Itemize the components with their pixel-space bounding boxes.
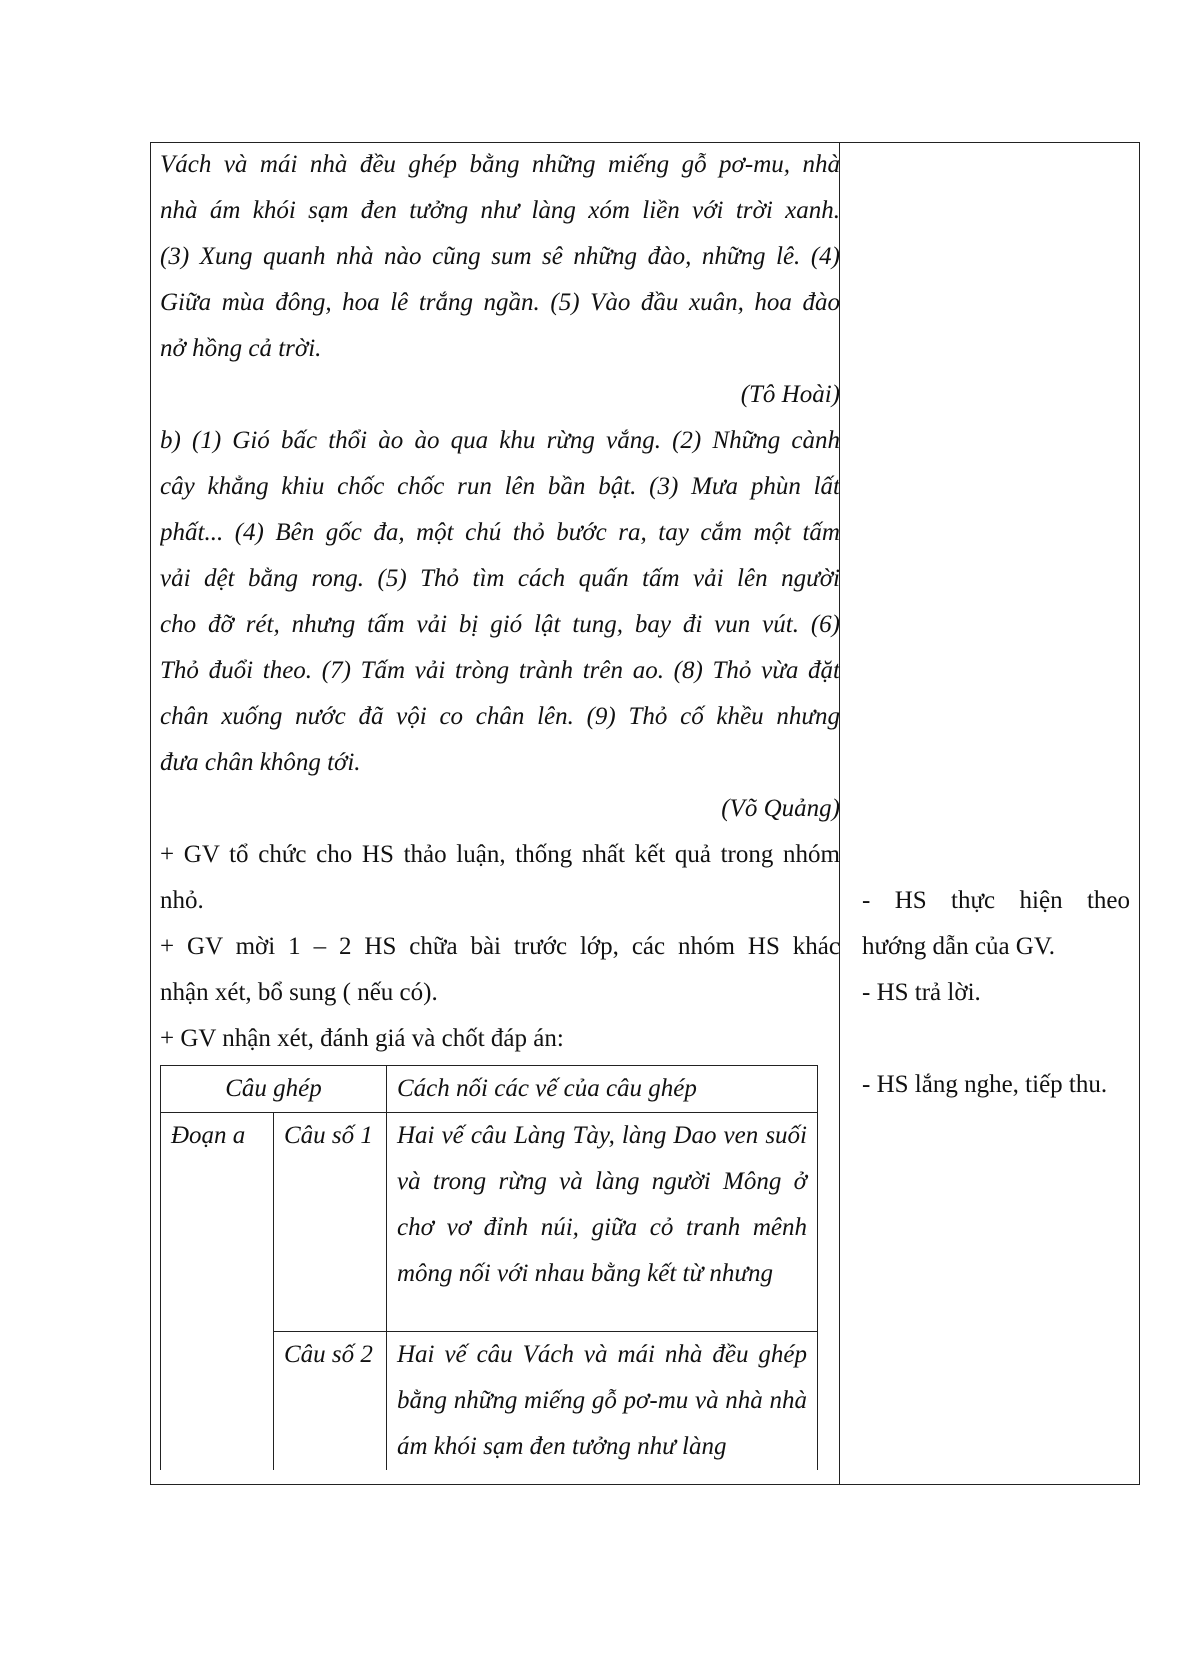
- passage-line: b) (1) Gió bấc thổi ào ào qua khu rừng vắng. (2) Những cành: [160, 427, 840, 454]
- student-response-line: - HS thực hiện theo: [862, 887, 1130, 914]
- teacher-step-line: nhỏ.: [160, 887, 204, 914]
- passage-line: nhà ám khói sạm đen tưởng như làng xóm liền với trời xanh.: [160, 197, 840, 224]
- teacher-step-line: + GV mời 1 – 2 HS chữa bài trước lớp, các nhóm HS khác: [160, 933, 840, 960]
- answer-table: [160, 1065, 818, 1470]
- row-label: Câu số 1: [274, 1113, 387, 1332]
- passage-line: Giữa mùa đông, hoa lê trắng ngần. (5) Vào đầu xuân, hoa đào: [160, 289, 840, 316]
- student-response-line: hướng dẫn của GV.: [862, 933, 1055, 960]
- passage-line: Thỏ đuổi theo. (7) Tấm vải tròng trành trên ao. (8) Thỏ vừa đặt: [160, 657, 840, 684]
- passage-a: [160, 142, 840, 418]
- table-row: [161, 1113, 818, 1332]
- passage-line: cho đỡ rét, nhưng tấm vải bị gió lật tung, bay đi vun vút. (6): [160, 611, 840, 638]
- passage-line: cây khẳng khiu chốc chốc run lên bần bật. (3) Mưa phùn lất: [160, 473, 840, 500]
- row-text: Hai vế câu Vách và mái nhà đều ghép bằng những miếng gỗ pơ-mu và nhà nhà ám khói sạm đen tưởng như làng: [387, 1332, 818, 1471]
- passage-line: nở hồng cả trời.: [160, 335, 322, 362]
- teacher-step-line: + GV nhận xét, đánh giá và chốt đáp án:: [160, 1025, 564, 1052]
- row-text: Hai vế câu Làng Tày, làng Dao ven suối và trong rừng và làng người Mông ở chơ vơ đỉnh núi, giữa cỏ tranh mênh mông nối với nhau bằng kết từ nhưng: [387, 1113, 818, 1332]
- teacher-step-line: + GV tổ chức cho HS thảo luận, thống nhất kết quả trong nhóm: [160, 841, 840, 868]
- teacher-steps: [160, 832, 840, 1062]
- student-response-line: - HS lắng nghe, tiếp thu.: [862, 1071, 1108, 1098]
- student-response-line: - HS trả lời.: [862, 979, 981, 1006]
- group-label: Đoạn a: [161, 1113, 274, 1471]
- passage-line: chân xuống nước đã vội co chân lên. (9) Thỏ cố khều nhưng: [160, 703, 840, 730]
- passage-author: (Võ Quảng): [721, 795, 840, 822]
- passage-line: vải dệt bằng rong. (5) Thỏ tìm cách quấn tấm vải lên người: [160, 565, 840, 592]
- answer-table-header: [161, 1066, 818, 1113]
- header-cach-noi: Cách nối các vế của câu ghép: [387, 1066, 818, 1113]
- passage-author: (Tô Hoài): [740, 381, 840, 408]
- student-activity-column: [862, 142, 1130, 1108]
- teacher-step-line: nhận xét, bổ sung ( nếu có).: [160, 979, 438, 1006]
- teacher-activity-column: [160, 142, 840, 1062]
- passage-line: phất... (4) Bên gốc đa, một chú thỏ bước ra, tay cắm một tấm: [160, 519, 840, 546]
- passage-line: đưa chân không tới.: [160, 749, 361, 776]
- row-label: Câu số 2: [274, 1332, 387, 1471]
- passage-line: Vách và mái nhà đều ghép bằng những miếng gỗ pơ-mu, nhà: [160, 151, 840, 178]
- header-cau-ghep: Câu ghép: [161, 1066, 387, 1113]
- passage-line: (3) Xung quanh nhà nào cũng sum sê những đào, những lê. (4): [160, 243, 840, 270]
- passage-b: [160, 418, 840, 832]
